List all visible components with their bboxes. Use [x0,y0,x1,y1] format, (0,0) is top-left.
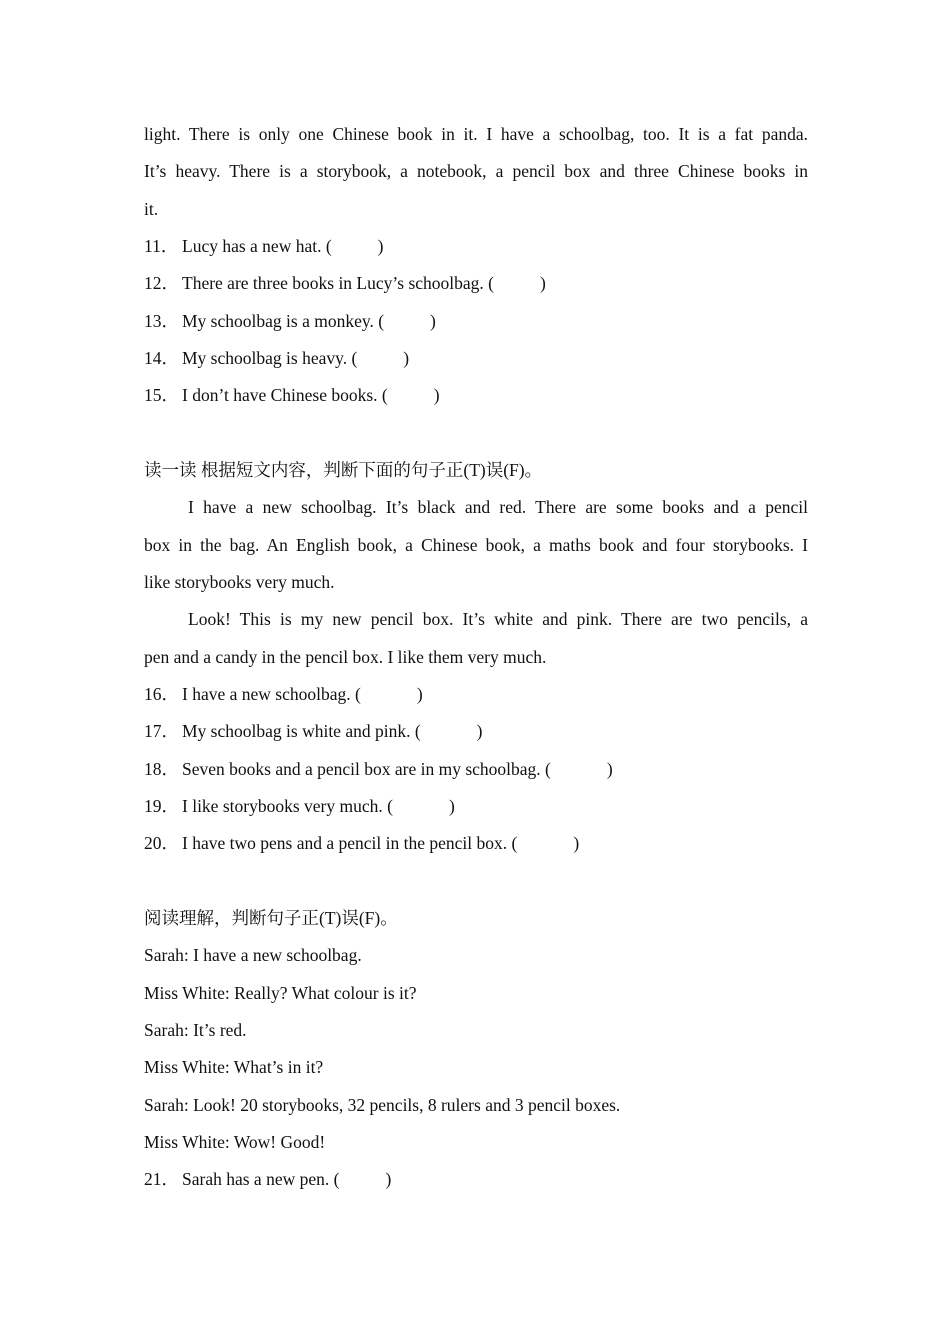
question-close: ) [539,273,546,293]
question-close: ) [430,311,436,331]
question-number: 12． [144,273,179,293]
question-number: 13． [144,311,179,331]
question-close: ) [573,833,580,853]
question-text: Lucy has a new hat. ( [182,236,332,256]
dialogue-line-2: Miss White: Really? What colour is it? [144,983,417,1003]
question-number: 15． [144,385,179,405]
question-text: I have a new schoolbag. ( [182,684,361,704]
question-11 [144,235,808,257]
question-12 [144,272,808,294]
question-text: I like storybooks very much. ( [182,796,393,816]
question-number: 16． [144,684,179,704]
passage1-line-2: It’s heavy. There is a storybook, a notebook, a pencil box and three Chinese books in [144,161,808,181]
question-close: ) [416,684,423,704]
question-close: ) [606,759,613,779]
dialogue-line-4: Miss White: What’s in it? [144,1057,324,1077]
question-text: There are three books in Lucy’s schoolbag. ( [182,273,494,293]
question-number: 14． [144,348,179,368]
question-13 [144,310,808,332]
question-15 [144,384,808,406]
question-close: ) [385,1169,392,1189]
question-close: ) [448,796,455,816]
question-19 [144,795,808,817]
question-number: 21． [144,1169,179,1189]
passage1-line-1: light. There is only one Chinese book in it. I have a schoolbag, too. It is a fat panda. [144,124,808,144]
question-number: 17． [144,721,179,741]
section2-paragraph1-line-3: like storybooks very much. [144,572,335,592]
question-21 [144,1168,808,1190]
question-number: 19． [144,796,179,816]
question-20 [144,832,808,854]
dialogue-line-6: Miss White: Wow! Good! [144,1132,326,1152]
question-18 [144,758,808,780]
question-number: 18． [144,759,179,779]
question-text: My schoolbag is white and pink. ( [182,721,421,741]
question-text: My schoolbag is heavy. ( [182,348,358,368]
section2-paragraph1-line-1: I have a new schoolbag. It’s black and red. There are some books and a pencil [188,497,808,517]
dialogue-line-3: Sarah: It’s red. [144,1020,247,1040]
question-16 [144,683,808,705]
section2-paragraph2-line-1: Look! This is my new pencil box. It’s white and pink. There are two pencils, a [188,609,808,629]
section2-paragraph1-line-2: box in the bag. An English book, a Chinese book, a maths book and four storybooks. I [144,535,808,555]
question-text: Sarah has a new pen. ( [182,1169,340,1189]
question-number: 20． [144,833,179,853]
question-close: ) [476,721,483,741]
question-17 [144,720,808,742]
passage1-line-3: it. [144,199,159,219]
question-14 [144,347,808,369]
question-close: ) [377,236,384,256]
question-close: ) [403,348,410,368]
dialogue-line-5: Sarah: Look! 20 storybooks, 32 pencils, 8 rulers and 3 pencil boxes. [144,1095,621,1115]
question-text: I don’t have Chinese books. ( [182,385,388,405]
dialogue-line-1: Sarah: I have a new schoolbag. [144,945,362,965]
question-text: I have two pens and a pencil in the pencil box. ( [182,833,518,853]
question-close: ) [433,385,440,405]
question-number: 11． [144,236,179,256]
section2-heading: 读一读 根据短文内容，判断下面的句子正(T)误(F)。 [144,460,543,480]
section3-heading: 阅读理解，判断句子正(T)误(F)。 [144,908,398,928]
question-text: Seven books and a pencil box are in my schoolbag. ( [182,759,551,779]
question-text: My schoolbag is a monkey. ( [182,311,385,331]
section2-paragraph2-line-2: pen and a candy in the pencil box. I like them very much. [144,647,547,667]
